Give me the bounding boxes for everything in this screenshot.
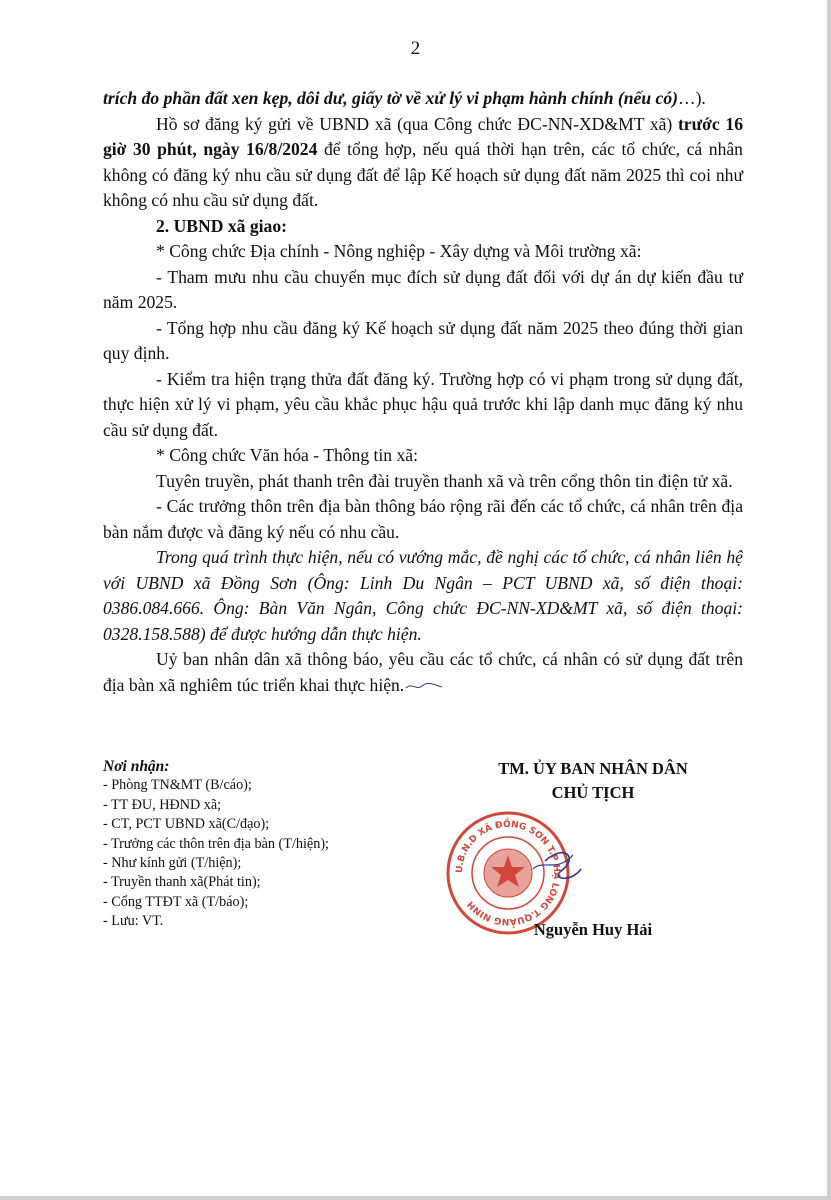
dc-item-2: - Tổng hợp nhu cầu đăng ký Kế hoạch sử dụng đất năm 2025 theo đúng thời gian quy định.	[103, 317, 743, 363]
paragraph-deadline	[103, 112, 743, 214]
recipient-item: - Truyền thanh xã(Phát tin);	[103, 874, 261, 891]
recipient-item: - Phòng TN&MT (B/cáo);	[103, 777, 252, 794]
deadline-text-a: Hồ sơ đăng ký gửi về UBND xã (qua Công chức ĐC-NN-XD&MT xã)	[156, 113, 678, 134]
recipient-item: - Cổng TTĐT xã (T/báo);	[103, 893, 249, 910]
signature-title: CHỦ TỊCH	[551, 783, 635, 802]
evidence-italic-text: trích đo phần đất xen kẹp, dôi dư, giấy tờ về xử lý vi phạm hành chính (nếu có)	[103, 88, 678, 108]
paragraph-evidence	[103, 86, 743, 112]
culture-officer-heading: * Công chức Văn hóa - Thông tin xã:	[156, 445, 418, 465]
page-number: 2	[410, 38, 421, 59]
village-heads-item: - Các trưởng thôn trên địa bàn thông báo rộng rãi đến các tổ chức, cá nhân trên địa bàn nắm được và đăng ký nếu có nhu cầu.	[103, 496, 743, 542]
svg-text:U.B.N.D XÃ ĐỒNG SƠN T.P HẠ LON: U.B.N.D XÃ ĐỒNG SƠN T.P HẠ LONG T.QUẢNG NINH	[454, 819, 562, 927]
recipients-heading: Nơi nhận:	[103, 758, 170, 775]
document-footer	[103, 757, 743, 997]
section-2-heading: 2. UBND xã giao:	[156, 215, 287, 236]
dc-item-1: - Tham mưu nhu cầu chuyển mục đích sử dụng đất đối với dự án dự kiến đầu tư năm 2025.	[103, 266, 743, 312]
signature-block	[423, 757, 763, 939]
closing-paragraph	[103, 647, 743, 698]
deadline-text-b: để tổng hợp, nếu quá thời hạn trên, các tổ chức, cá nhân không có đăng ký nhu cầu sử dụng đất để lập Kế hoạch sử dụng đất năm 2025 thì coi như không có nhu cầu sử dụng đất.	[103, 139, 743, 210]
culture-item-1: Tuyên truyền, phát thanh trên đài truyền thanh xã và trên cổng thôn tin điện tử xã.	[156, 470, 733, 491]
deadline-bold-text: trước 16 giờ 30 phút, ngày 16/8/2024	[103, 113, 743, 159]
signature-organization: TM. ỦY BAN NHÂN DÂN	[498, 759, 688, 778]
document-body	[103, 86, 743, 698]
recipient-item: - Lưu: VT.	[103, 913, 164, 930]
signer-name: Nguyễn Huy Hải	[533, 920, 653, 939]
dc-officer-heading: * Công chức Địa chính - Nông nghiệp - Xây dựng và Môi trường xã:	[156, 241, 642, 261]
evidence-tail-text: …).	[677, 88, 706, 108]
closing-text: Uỷ ban nhân dân xã thông báo, yêu cầu các tổ chức, cá nhân có sử dụng đất trên địa bàn xã nghiêm túc triển khai thực hiện.	[103, 649, 743, 695]
initials-mark-icon	[404, 679, 444, 693]
recipient-item: - TT ĐU, HĐND xã;	[103, 796, 222, 813]
recipients-list	[103, 776, 433, 931]
recipient-item: - Như kính gửi (T/hiện);	[103, 855, 242, 872]
contact-paragraph: Trong quá trình thực hiện, nếu có vướng mắc, đề nghị các tổ chức, cá nhân liên hệ với UBND xã Đồng Sơn (Ông: Linh Du Ngân – PCT UBND xã, số điện thoại: 0386.084.666. Ông: Bàn Văn Ngân, Công chức ĐC-NN-XD&MT xã, số điện thoại: 0328.158.588) để được hướng dẫn thực hiện.	[103, 547, 743, 644]
recipient-item: - Trưởng các thôn trên địa bàn (T/hiện);	[103, 835, 329, 852]
recipient-item: - CT, PCT UBND xã(C/đạo);	[103, 816, 270, 833]
recipients-block	[103, 757, 433, 932]
dc-item-3: - Kiểm tra hiện trạng thửa đất đăng ký. Trường hợp có vi phạm trong sử dụng đất, thực hiện xử lý vi phạm, yêu cầu khắc phục hậu quả trước khi lập danh mục đăng ký nhu cầu sử dụng đất.	[103, 368, 743, 440]
